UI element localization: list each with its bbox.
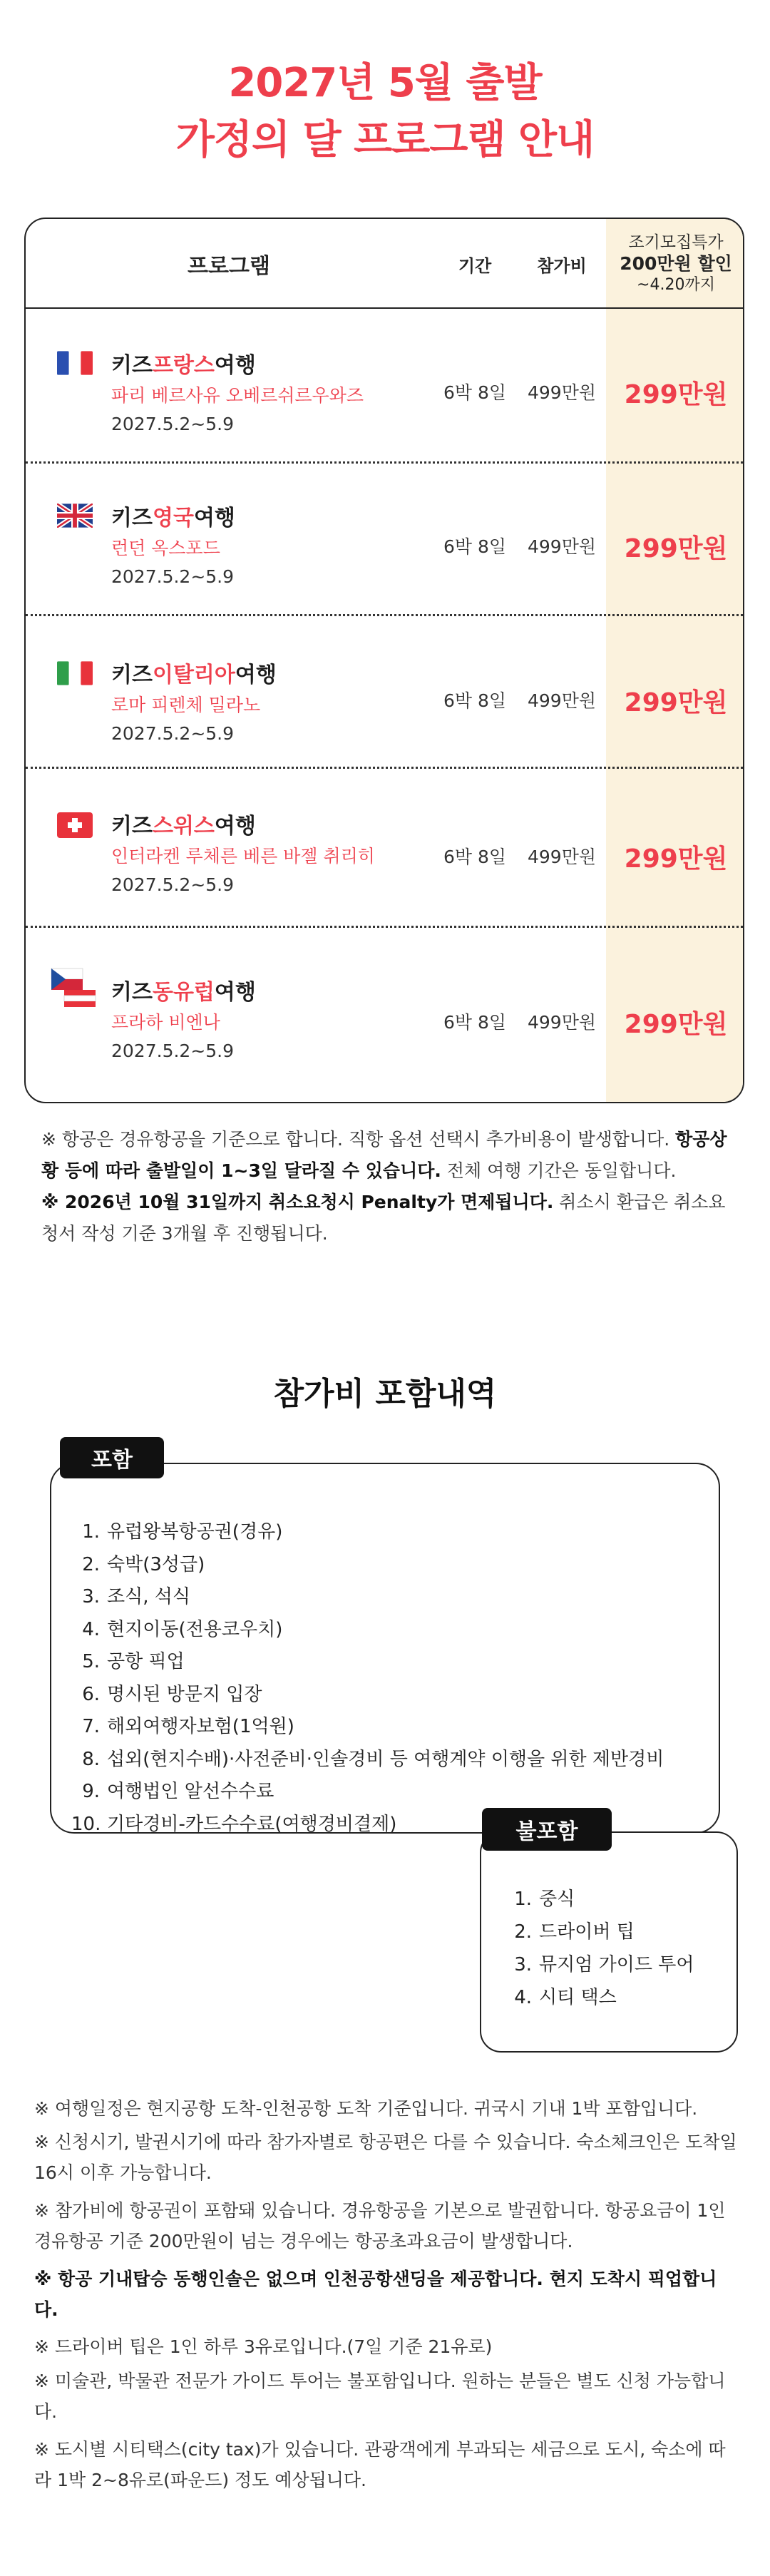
program-fee: 499만원 (527, 1012, 597, 1033)
list-item: 9. 여행법인 알선수수료 (82, 1781, 274, 1802)
header-promo-deadline: ~4.20까지 (637, 276, 715, 294)
uk-flag-icon (57, 504, 93, 528)
program-duration: 6박 8일 (443, 690, 507, 711)
header-duration: 기간 (458, 255, 492, 276)
program-name: 키즈동유럽여행 (111, 980, 256, 1005)
footnote-driver-tip: ※ 드라이버 팁은 1인 하루 3유로입니다.(7일 기준 21유로) (34, 2336, 493, 2357)
list-item: 2. 숙박(3성급) (82, 1553, 205, 1575)
switzerland-flag-icon (57, 812, 93, 838)
list-item: 2. 드라이버 팁 (514, 1921, 635, 1943)
program-duration: 6박 8일 (443, 847, 507, 867)
program-cities: 로마 피렌체 밀라노 (111, 695, 261, 715)
footnote-itinerary: ※ 여행일정은 현지공항 도착-인천공항 도착 기준입니다. 귀국시 기내 1박 포함입니다. (34, 2098, 698, 2119)
excluded-list (512, 1883, 726, 2014)
inclusions-title: 참가비 포함내역 (273, 1376, 497, 1412)
program-promo-price: 299만원 (624, 534, 728, 563)
program-promo-price: 299만원 (624, 688, 728, 717)
cancellation-note: ※ 2026년 10월 31일까지 취소요청시 Penalty가 면제됩니다. 취소시 환급은 취소요청서 작성 기준 3개월 후 진행됩니다. (41, 1192, 726, 1244)
excluded-tag: 불포함 (482, 1808, 612, 1851)
included-list (71, 1516, 713, 1841)
footnote-flights: ※ 신청시기, 발권시기에 따라 참가자별로 항공편은 다를 수 있습니다. 숙소체크인은 도착일 16시 이후 가능합니다. (34, 2132, 737, 2183)
list-item: 4. 시티 택스 (514, 1987, 617, 2008)
program-cities: 런던 옥스포드 (111, 538, 220, 558)
table-header (26, 219, 743, 309)
page-title-line1: 2027년 5월 출발 (228, 60, 542, 106)
page-title-line2: 가정의 달 프로그램 안내 (175, 117, 595, 163)
table-row (26, 617, 743, 769)
table-row (26, 929, 743, 1103)
program-dates: 2027.5.2~5.9 (111, 414, 235, 434)
program-dates: 2027.5.2~5.9 (111, 874, 235, 895)
program-promo-price: 299만원 (624, 380, 728, 409)
header-promo-discount: 200만원 할인 (620, 253, 732, 274)
footnote-airfare: ※ 참가비에 항공권이 포함돼 있습니다. 경유항공을 기본으로 발권합니다. 항공요금이 1인 경유항공 기준 200만원이 넘는 경우에는 항공초과요금이 발생합니다. (34, 2200, 726, 2252)
flight-note: ※ 항공은 경유항공을 기준으로 합니다. 직항 옵션 선택시 추가비용이 발생합니다. 항공상황 등에 따라 출발일이 1~3일 달라질 수 있습니다. 전체 여행 기간은 동일합니다. (41, 1129, 727, 1181)
list-item: 7. 해외여행자보험(1억원) (82, 1716, 294, 1737)
program-name: 키즈영국여행 (111, 506, 235, 531)
program-name: 키즈이탈리아여행 (111, 663, 277, 688)
program-promo-price: 299만원 (624, 844, 728, 874)
italy-flag-icon (57, 661, 93, 685)
program-cities: 인터라켄 루체른 베른 바젤 취리히 (111, 846, 375, 867)
program-fee: 499만원 (527, 690, 597, 711)
list-item: 3. 뮤지엄 가이드 투어 (514, 1954, 694, 1976)
program-dates: 2027.5.2~5.9 (111, 1041, 235, 1061)
list-item: 10. 기타경비-카드수수료(여행경비결제) (71, 1813, 397, 1835)
program-duration: 6박 8일 (443, 1012, 507, 1033)
header-promo-label: 조기모집특가 (628, 233, 724, 252)
list-item: 8. 섭외(현지수배)·사전준비·인솔경비 등 여행계약 이행을 위한 제반경비 (82, 1748, 664, 1770)
program-name: 키즈프랑스여행 (111, 353, 256, 378)
footnote-city-tax: ※ 도시별 시티택스(city tax)가 있습니다. 관광객에게 부과되는 세금으로 도시, 숙소에 따라 1박 2~8유로(파운드) 정도 예상됩니다. (34, 2439, 726, 2490)
czech-austria-flag-icon (50, 967, 97, 1010)
header-program: 프로그램 (188, 254, 270, 279)
header-promo (606, 219, 744, 309)
list-item: 5. 공항 픽업 (82, 1651, 185, 1672)
list-item: 3. 조식, 석식 (82, 1586, 190, 1608)
table-row (26, 310, 743, 464)
list-item: 1. 중식 (514, 1888, 575, 1910)
program-dates: 2027.5.2~5.9 (111, 566, 235, 587)
header-fee: 참가비 (537, 255, 587, 276)
table-row (26, 464, 743, 616)
list-item: 6. 명시된 방문지 입장 (82, 1683, 262, 1705)
program-name: 키즈스위스여행 (111, 814, 256, 839)
france-flag-icon (57, 351, 93, 375)
program-promo-price: 299만원 (624, 1010, 728, 1039)
footnote-escort: ※ 항공 기내탑승 동행인솔은 없으며 인천공항샌딩을 제공합니다. 현지 도착시 픽업합니다. (34, 2269, 717, 2320)
program-cities: 프라하 비엔나 (111, 1012, 220, 1033)
list-item: 1. 유럽왕복항공권(경유) (82, 1521, 283, 1543)
program-table (24, 218, 744, 1103)
list-item: 4. 현지이동(전용코우치) (82, 1618, 283, 1640)
included-tag: 포함 (60, 1437, 164, 1478)
program-fee: 499만원 (527, 536, 597, 557)
program-fee: 499만원 (527, 847, 597, 867)
program-duration: 6박 8일 (443, 382, 507, 403)
program-cities: 파리 베르사유 오베르쉬르우와즈 (111, 385, 364, 406)
program-duration: 6박 8일 (443, 536, 507, 557)
footnote-guide-tour: ※ 미술관, 박물관 전문가 가이드 투어는 불포함입니다. 원하는 분들은 별도 신청 가능합니다. (34, 2371, 726, 2422)
program-dates: 2027.5.2~5.9 (111, 723, 235, 744)
program-fee: 499만원 (527, 382, 597, 403)
table-row (26, 770, 743, 928)
